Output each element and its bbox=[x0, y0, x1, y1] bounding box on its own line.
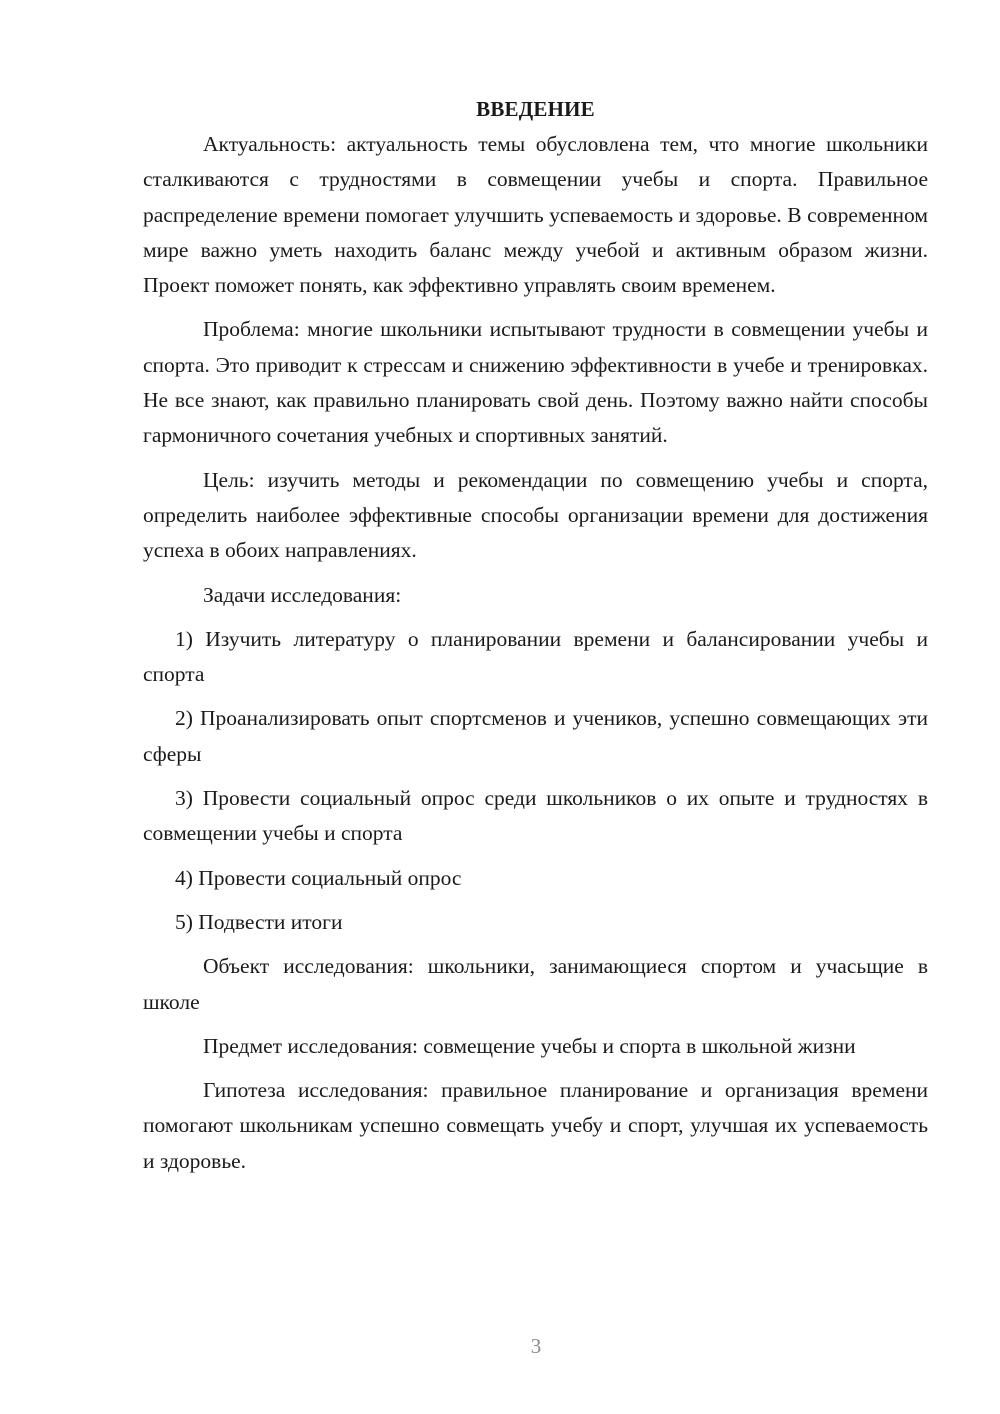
document-body bbox=[143, 94, 928, 1188]
tasks-heading: Задачи исследования: bbox=[203, 582, 402, 607]
page-number: 3 bbox=[530, 1334, 542, 1358]
task-item-1: 1) Изучить литературу о планировании времени и балансировании учебы и спорта bbox=[143, 626, 928, 687]
goal-paragraph: Цель: изучить методы и рекомендации по совмещению учебы и спорта, определить наиболее эффективные способы организации времени для достижения успеха в обоих направлениях. bbox=[143, 467, 928, 563]
object-paragraph: Объект исследования: школьники, занимающиеся спортом и учасьщие в школе bbox=[143, 954, 928, 1014]
task-item-4: 4) Провести социальный опрос bbox=[175, 865, 462, 890]
task-item-5: 5) Подвести итоги bbox=[175, 909, 343, 934]
task-item-2: 2) Проанализировать опыт спортсменов и учеников, успешно совмещающих эти сферы bbox=[143, 706, 928, 766]
hypothesis-paragraph: Гипотеза исследования: правильное планирование и организация времени помогают школьникам успешно совмещать учебу и спорт, улучшая их успеваемость и здоровье. bbox=[143, 1078, 928, 1173]
problem-paragraph: Проблема: многие школьники испытывают трудности в совмещении учебы и спорта. Это приводит к стрессам и снижению эффективности в учебе и тренировках. Не все знают, как правильно планировать свой день. Поэтому важно найти способы гармоничного сочетания учебных и спортивных занятий. bbox=[143, 317, 928, 448]
section-heading: ВВЕДЕНИЕ bbox=[476, 97, 595, 121]
relevance-paragraph: Актуальность: актуальность темы обусловлена тем, что многие школьники сталкиваются с трудностями в совмещении учебы и спорта. Правильное распределение времени помогает улучшить успеваемость и здоровье. В современном мире важно уметь находить баланс между учебой и активным образом жизни. Проект поможет понять, как эффективно управлять своим временем. bbox=[143, 132, 928, 298]
subject-paragraph: Предмет исследования: совмещение учебы и спорта в школьной жизни bbox=[203, 1033, 856, 1058]
task-item-3: 3) Провести социальный опрос среди школьников о их опыте и трудностях в совмещении учебы и спорта bbox=[143, 786, 928, 846]
